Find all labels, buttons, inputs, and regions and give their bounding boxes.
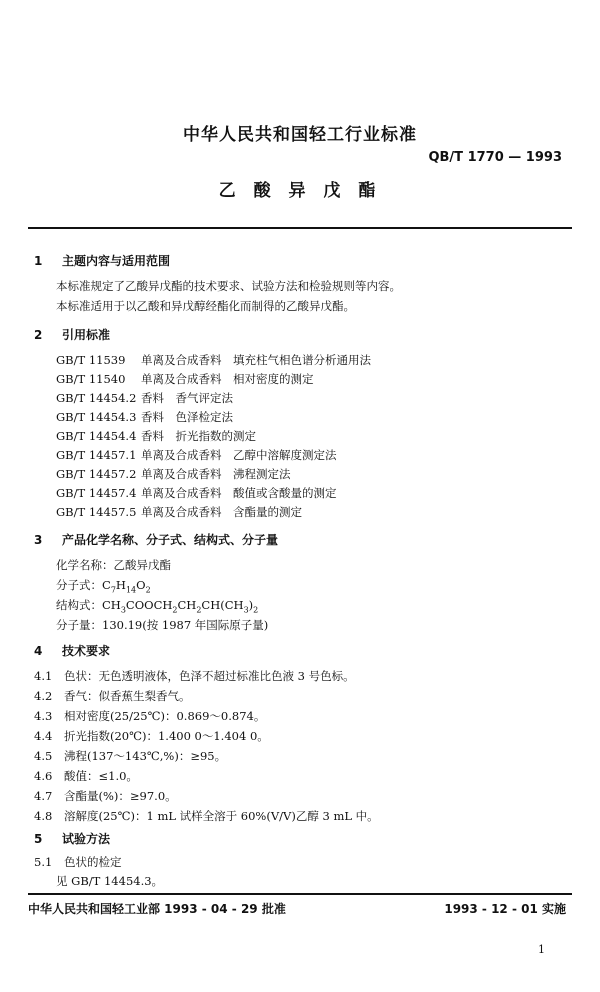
reference-code: GB/T 14454.2	[56, 391, 137, 405]
requirement-item	[34, 788, 177, 804]
section-1-heading	[34, 252, 170, 269]
header-rule	[28, 227, 572, 229]
requirement-item	[34, 688, 191, 704]
section-1-paragraph-2: 本标准适用于以乙酸和异戊醇经酯化而制得的乙酸异戊酯。	[56, 299, 355, 313]
item-text: 酸值：≤1.0。	[64, 769, 138, 783]
requirement-item	[34, 808, 379, 824]
reference-title: 香料 折光指数的测定	[141, 429, 256, 443]
section-number: 4	[34, 644, 43, 658]
reference-item	[56, 390, 233, 406]
implementation-date: 1993 - 12 - 01 实施	[444, 902, 566, 916]
section-title: 试验方法	[62, 832, 111, 846]
section-number: 5	[34, 832, 43, 846]
reference-title: 单离及合成香料 相对密度的测定	[141, 372, 314, 386]
reference-item	[56, 447, 337, 463]
footer-rule	[28, 893, 572, 895]
section-3-heading	[34, 531, 278, 548]
item-number: 5.1	[34, 855, 53, 869]
requirement-item	[34, 748, 226, 764]
reference-title: 单离及合成香料 填充柱气相色谱分析通用法	[141, 353, 371, 367]
document-title: 乙 酸 异 戊 酯	[218, 181, 382, 201]
item-number: 4.7	[34, 789, 53, 803]
subsection-5-1-heading	[34, 854, 122, 870]
reference-item	[56, 466, 291, 482]
section-2-heading	[34, 326, 110, 343]
structural-formula: 结构式：$CH_3COOCH_2CH_2CH(CH_3)_2$	[56, 598, 259, 615]
molecular-formula: 分子式：$C_7H_{14}O_2$	[56, 578, 151, 595]
reference-code: GB/T 11540	[56, 372, 126, 386]
item-number: 4.8	[34, 809, 53, 823]
section-title: 主题内容与适用范围	[62, 254, 171, 268]
requirement-item	[34, 728, 269, 744]
subsection-5-1-text: 见 GB/T 14454.3。	[56, 874, 164, 888]
item-number: 4.1	[34, 669, 53, 683]
section-number: 1	[34, 254, 43, 268]
section-number: 2	[34, 328, 43, 342]
item-number: 4.2	[34, 689, 53, 703]
reference-code: GB/T 14454.3	[56, 410, 137, 424]
section-title: 产品化学名称、分子式、结构式、分子量	[62, 533, 279, 547]
item-number: 4.5	[34, 749, 53, 763]
section-title: 引用标准	[62, 328, 111, 342]
molecular-weight: 分子量：130.19(按 1987 年国际原子量)	[56, 618, 269, 632]
standard-title: 中华人民共和国轻工行业标准	[183, 125, 417, 145]
item-text: 色状：无色透明液体，色泽不超过标准比色液 3 号色标。	[64, 669, 355, 683]
reference-code: GB/T 14454.4	[56, 429, 137, 443]
reference-code: GB/T 14457.2	[56, 467, 137, 481]
reference-item	[56, 352, 371, 368]
reference-title: 单离及合成香料 酸值或含酸量的测定	[141, 486, 337, 500]
page-number: 1	[538, 943, 545, 956]
item-text: 相对密度(25/25℃)：0.869～0.874。	[64, 709, 266, 723]
reference-code: GB/T 14457.1	[56, 448, 137, 462]
reference-title: 单离及合成香料 含酯量的测定	[141, 505, 302, 519]
reference-code: GB/T 14457.4	[56, 486, 137, 500]
reference-item	[56, 371, 314, 387]
item-text: 溶解度(25℃)：1 mL 试样全溶于 60%(V/V)乙醇 3 mL 中。	[64, 809, 379, 823]
requirement-item	[34, 768, 138, 784]
approval-date: 中华人民共和国轻工业部 1993 - 04 - 29 批准	[28, 902, 286, 916]
section-number: 3	[34, 533, 43, 547]
reference-title: 单离及合成香料 乙醇中溶解度测定法	[141, 448, 337, 462]
reference-item	[56, 504, 302, 520]
chemical-name: 化学名称：乙酸异戊酯	[56, 558, 171, 572]
item-text: 沸程(137～143℃,%)：≥95。	[64, 749, 227, 763]
reference-item	[56, 485, 337, 501]
reference-title: 香料 香气评定法	[141, 391, 233, 405]
item-number: 4.6	[34, 769, 53, 783]
section-4-heading	[34, 642, 110, 659]
reference-code: GB/T 11539	[56, 353, 126, 367]
requirement-item	[34, 668, 355, 684]
standard-code: QB/T 1770 — 1993	[428, 150, 562, 165]
reference-code: GB/T 14457.5	[56, 505, 137, 519]
requirement-item	[34, 708, 265, 724]
reference-item	[56, 428, 256, 444]
item-text: 含酯量(%)：≥97.0。	[64, 789, 177, 803]
item-text: 色状的检定	[64, 855, 122, 869]
section-5-heading	[34, 830, 110, 847]
reference-item	[56, 409, 233, 425]
item-text: 香气：似香蕉生梨香气。	[64, 689, 191, 703]
item-number: 4.4	[34, 729, 53, 743]
item-number: 4.3	[34, 709, 53, 723]
reference-title: 单离及合成香料 沸程测定法	[141, 467, 291, 481]
item-text: 折光指数(20℃)：1.400 0～1.404 0。	[64, 729, 269, 743]
section-title: 技术要求	[62, 644, 111, 658]
section-1-paragraph-1: 本标准规定了乙酸异戊酯的技术要求、试验方法和检验规则等内容。	[56, 279, 401, 293]
reference-title: 香料 色泽检定法	[141, 410, 233, 424]
